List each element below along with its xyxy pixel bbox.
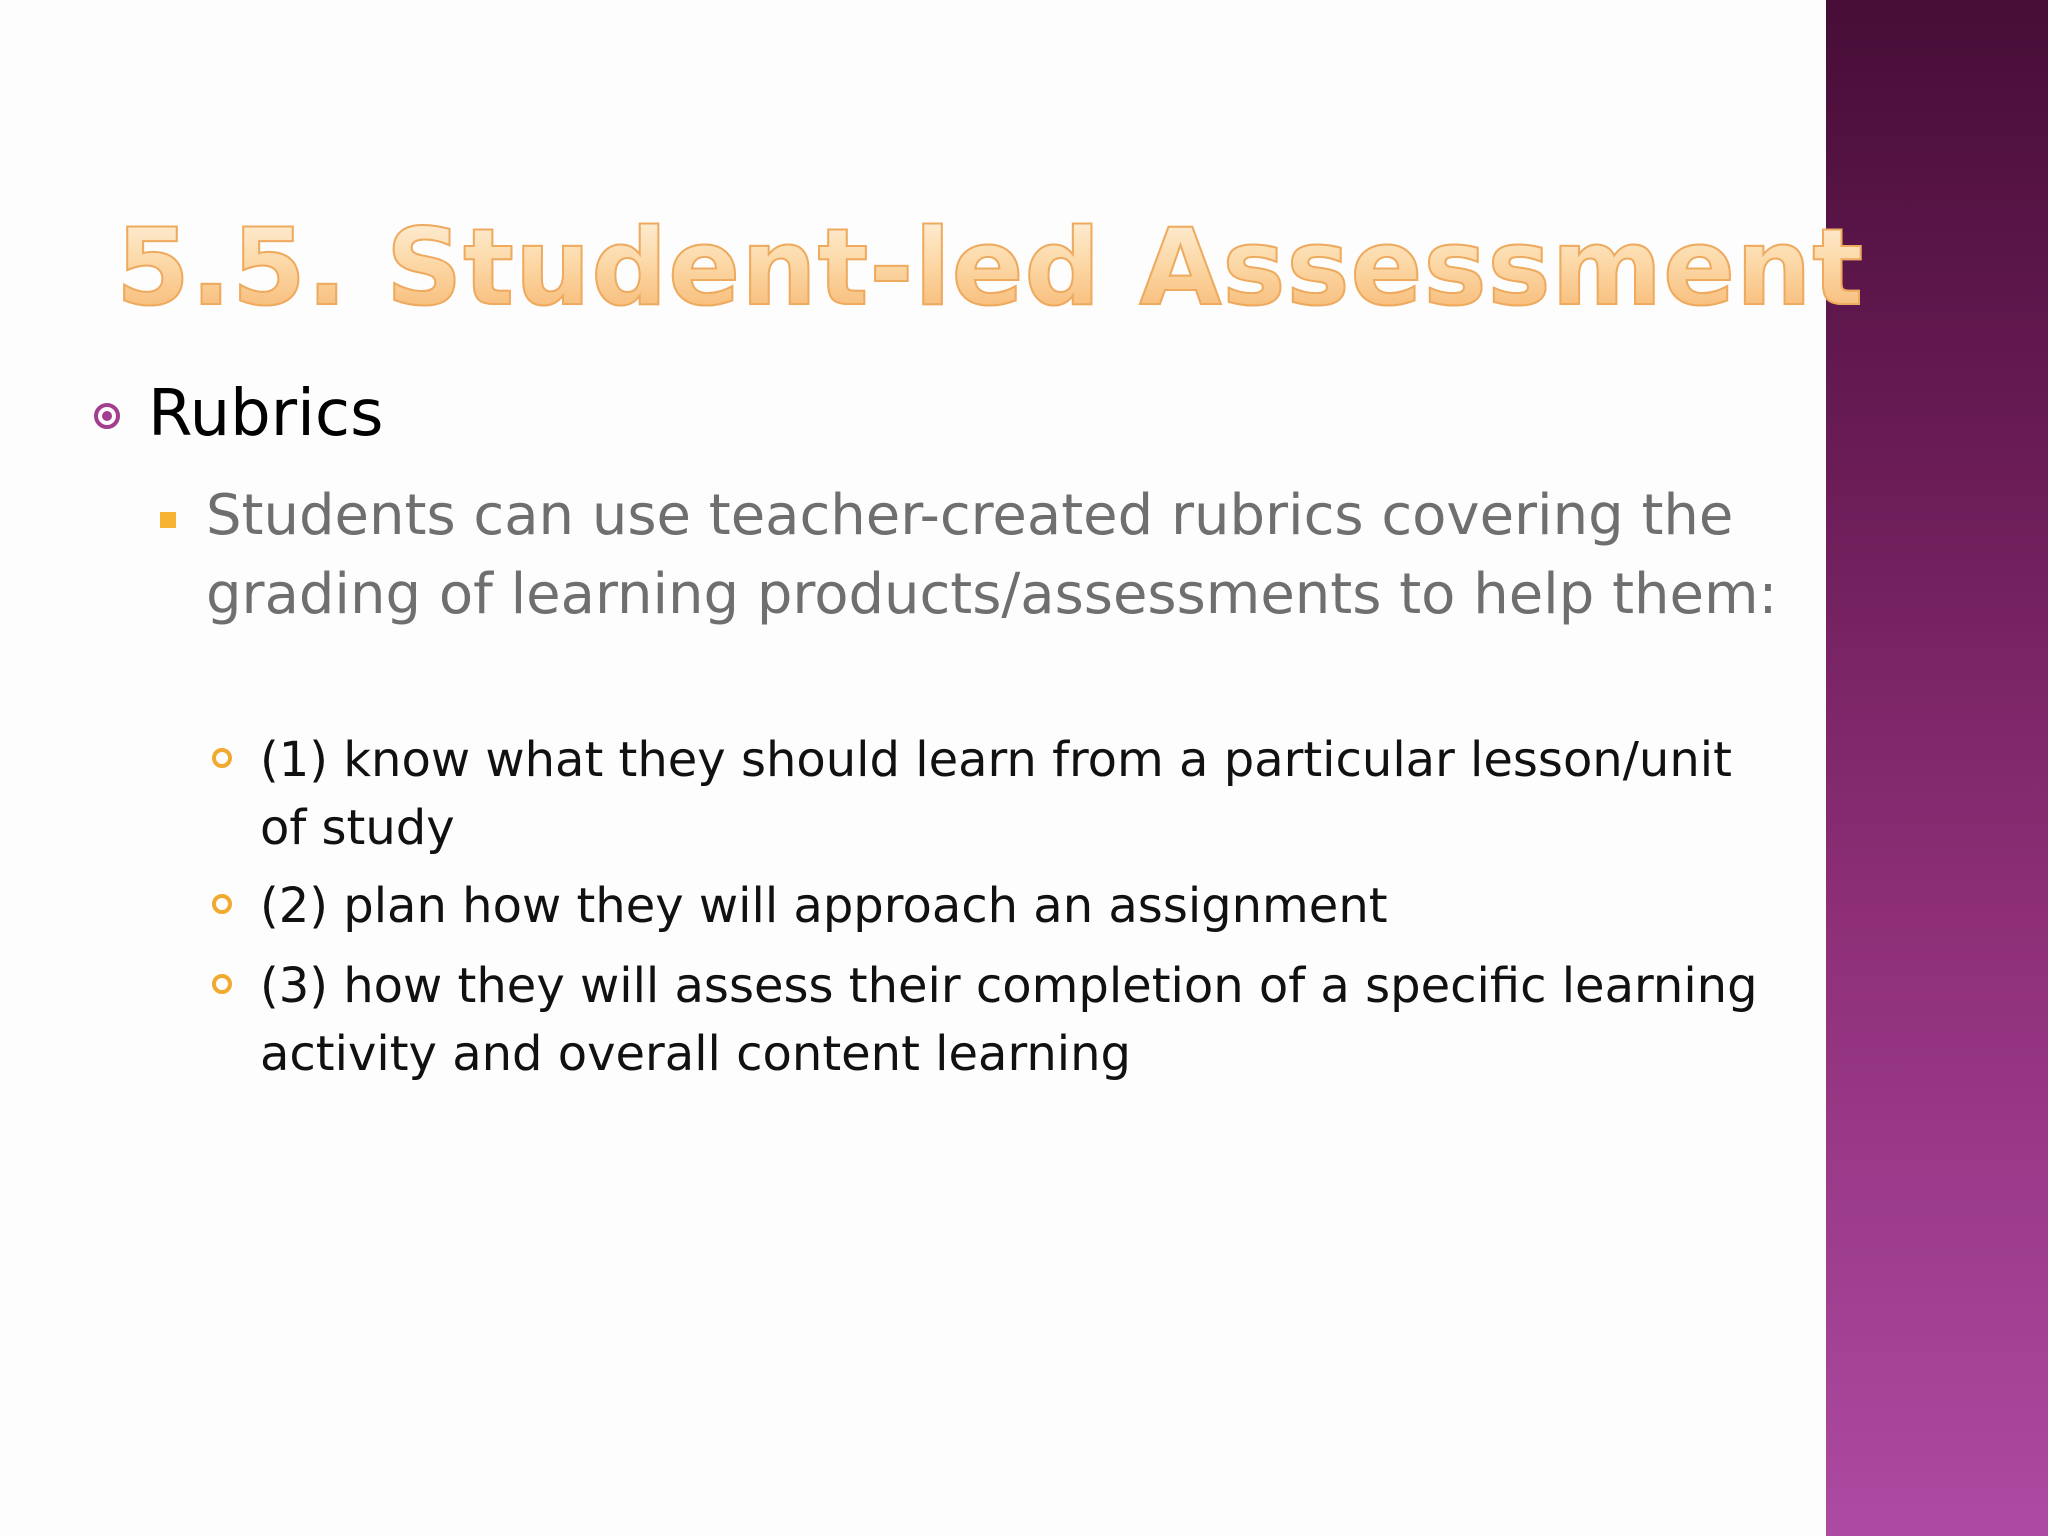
ring-bullet-icon — [212, 974, 232, 994]
list-item-text: (3) how they will assess their completion of a specific learning activity and overall content learning — [260, 958, 1758, 1082]
slide-title: 5.5. Student-led Assessment — [116, 206, 1865, 329]
ring-bullet-icon — [212, 748, 232, 768]
subpoint-text: Students can use teacher-created rubrics covering the grading of learning products/assessments to help them: — [206, 483, 1778, 627]
bullet-level1-rubrics — [94, 377, 384, 451]
list-item-text: (1) know what they should learn from a particular lesson/unit of study — [260, 732, 1732, 856]
list-item — [212, 952, 1772, 1088]
square-bullet-icon — [160, 512, 176, 528]
heading-rubrics: Rubrics — [148, 377, 384, 451]
list-item — [212, 726, 1772, 862]
list-item — [212, 872, 1772, 940]
circle-dot-icon — [94, 403, 120, 429]
list-item-text: (2) plan how they will approach an assignment — [260, 878, 1388, 934]
ring-bullet-icon — [212, 894, 232, 914]
bullet-level2 — [160, 476, 1800, 634]
